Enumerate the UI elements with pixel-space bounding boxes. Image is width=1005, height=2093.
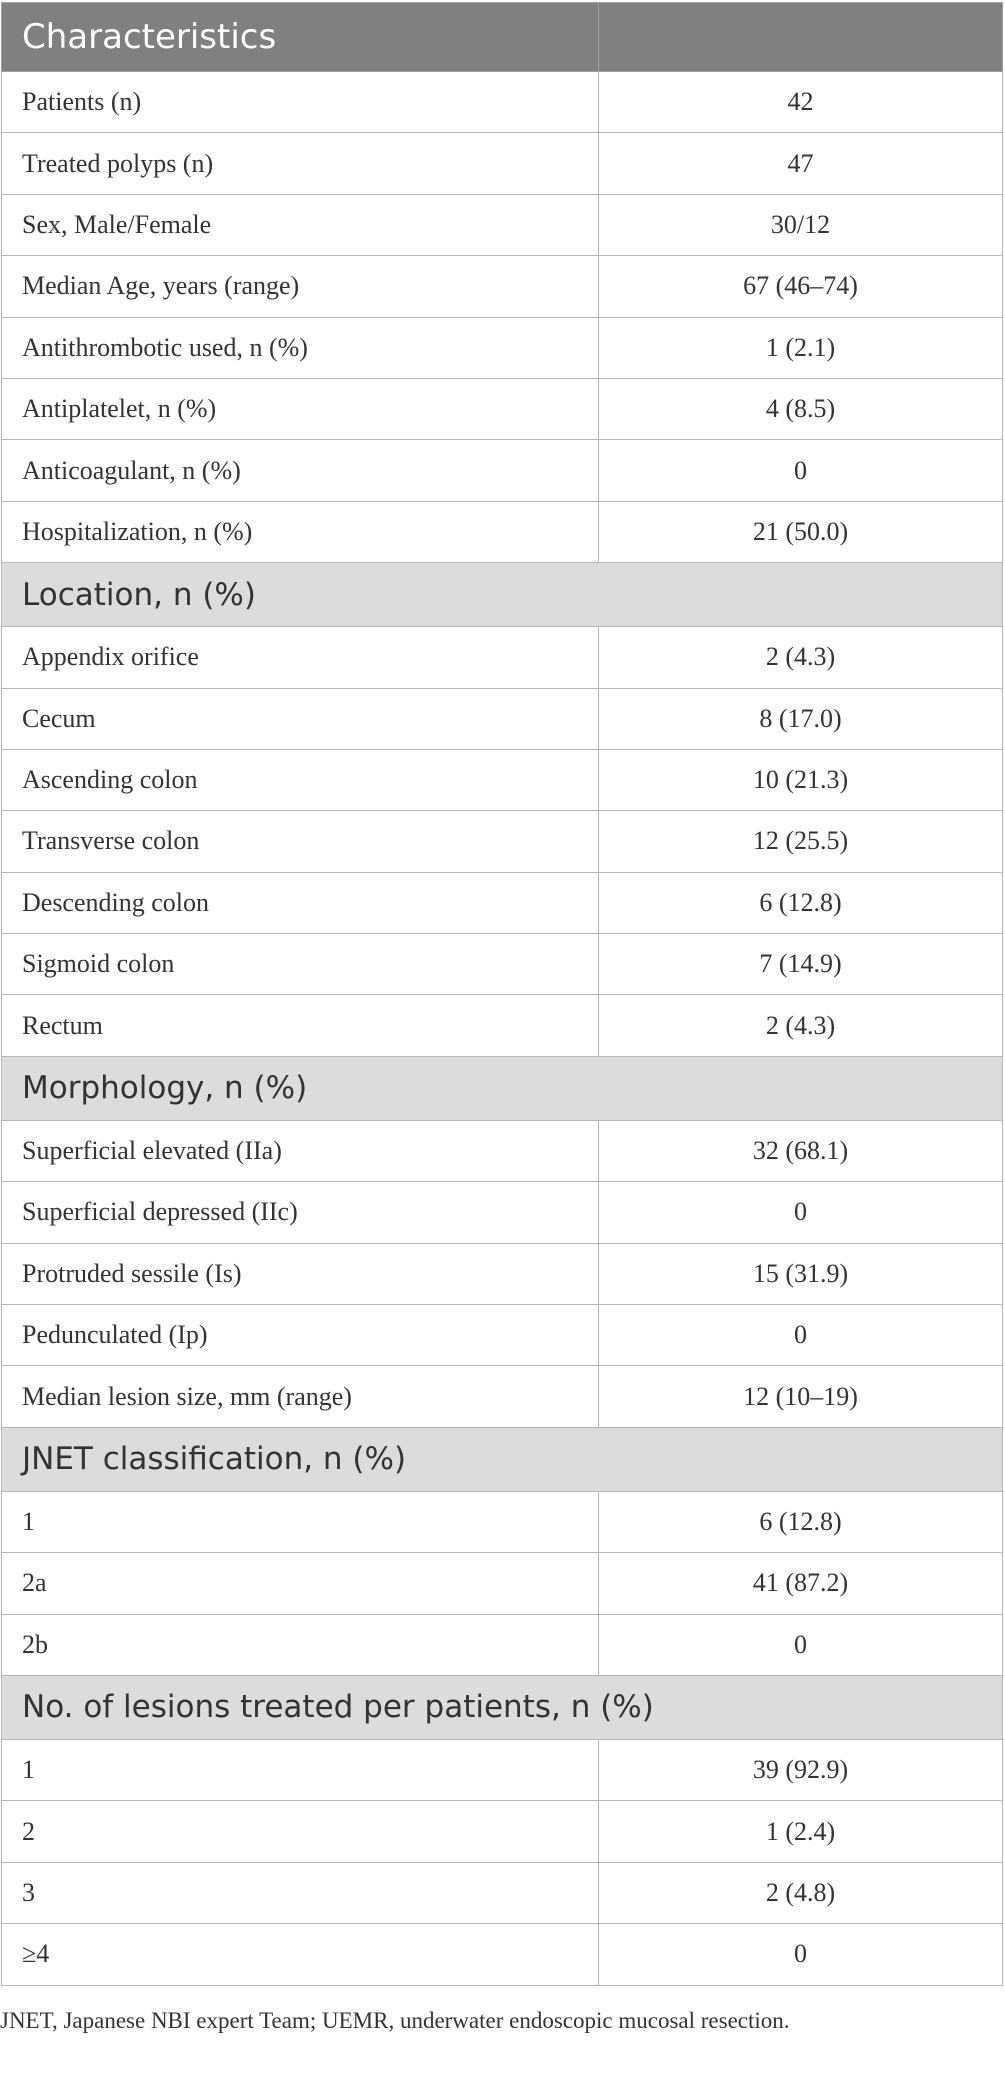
row-label: Hospitalization, n (%) bbox=[2, 501, 599, 562]
table-row bbox=[2, 1862, 1003, 1923]
table-row bbox=[2, 72, 1003, 133]
row-label: Sex, Male/Female bbox=[2, 194, 599, 255]
table-row bbox=[2, 440, 1003, 501]
row-label: 1 bbox=[2, 1739, 599, 1800]
row-value: 67 (46–74) bbox=[599, 256, 1003, 317]
row-label: 2 bbox=[2, 1801, 599, 1862]
row-label: Antiplatelet, n (%) bbox=[2, 378, 599, 439]
table-row bbox=[2, 1614, 1003, 1675]
row-value: 0 bbox=[599, 1614, 1003, 1675]
row-value: 21 (50.0) bbox=[599, 501, 1003, 562]
row-label: Median lesion size, mm (range) bbox=[2, 1366, 599, 1427]
row-label: Cecum bbox=[2, 688, 599, 749]
row-value: 2 (4.3) bbox=[599, 627, 1003, 688]
row-value: 4 (8.5) bbox=[599, 378, 1003, 439]
table-row bbox=[2, 1120, 1003, 1181]
table-row bbox=[2, 1801, 1003, 1862]
row-value: 12 (25.5) bbox=[599, 811, 1003, 872]
row-value: 0 bbox=[599, 440, 1003, 501]
row-value: 42 bbox=[599, 72, 1003, 133]
row-value: 1 (2.4) bbox=[599, 1801, 1003, 1862]
row-label: Patients (n) bbox=[2, 72, 599, 133]
row-value: 1 (2.1) bbox=[599, 317, 1003, 378]
table-row bbox=[2, 1305, 1003, 1366]
row-value: 6 (12.8) bbox=[599, 872, 1003, 933]
table-row bbox=[2, 934, 1003, 995]
row-value: 8 (17.0) bbox=[599, 688, 1003, 749]
row-value: 15 (31.9) bbox=[599, 1243, 1003, 1304]
table-row bbox=[2, 749, 1003, 810]
row-value: 0 bbox=[599, 1924, 1003, 1985]
row-label: Appendix orifice bbox=[2, 627, 599, 688]
row-label: Transverse colon bbox=[2, 811, 599, 872]
table-row bbox=[2, 872, 1003, 933]
table-row bbox=[2, 1491, 1003, 1552]
row-label: ≥4 bbox=[2, 1924, 599, 1985]
row-label: Protruded sessile (Is) bbox=[2, 1243, 599, 1304]
section-header-morphology bbox=[2, 1056, 1003, 1120]
section-title: Location, n (%) bbox=[2, 563, 1003, 627]
row-label: Treated polyps (n) bbox=[2, 133, 599, 194]
table-header-row bbox=[2, 3, 1003, 72]
row-label: 2a bbox=[2, 1553, 599, 1614]
row-value: 10 (21.3) bbox=[599, 749, 1003, 810]
section-title: JNET classification, n (%) bbox=[2, 1427, 1003, 1491]
row-label: Descending colon bbox=[2, 872, 599, 933]
table-row bbox=[2, 1924, 1003, 1985]
table-footnote: JNET, Japanese NBI expert Team; UEMR, underwater endoscopic mucosal resection. bbox=[0, 2008, 790, 2033]
section-title: No. of lesions treated per patients, n (%) bbox=[2, 1675, 1003, 1739]
row-value: 7 (14.9) bbox=[599, 934, 1003, 995]
header-value bbox=[599, 3, 1003, 72]
table-row bbox=[2, 256, 1003, 317]
table-row bbox=[2, 688, 1003, 749]
table-row bbox=[2, 1739, 1003, 1800]
section-title: Morphology, n (%) bbox=[2, 1056, 1003, 1120]
row-value: 12 (10–19) bbox=[599, 1366, 1003, 1427]
table-row bbox=[2, 1182, 1003, 1243]
table-row bbox=[2, 133, 1003, 194]
characteristics-table bbox=[1, 2, 1003, 1986]
section-header-location bbox=[2, 563, 1003, 627]
table-row bbox=[2, 995, 1003, 1056]
row-label: 2b bbox=[2, 1614, 599, 1675]
row-label: Sigmoid colon bbox=[2, 934, 599, 995]
header-label: Characteristics bbox=[2, 3, 599, 72]
row-value: 47 bbox=[599, 133, 1003, 194]
row-value: 41 (87.2) bbox=[599, 1553, 1003, 1614]
row-value: 6 (12.8) bbox=[599, 1491, 1003, 1552]
row-value: 32 (68.1) bbox=[599, 1120, 1003, 1181]
row-label: Superficial elevated (IIa) bbox=[2, 1120, 599, 1181]
row-label: Antithrombotic used, n (%) bbox=[2, 317, 599, 378]
row-value: 30/12 bbox=[599, 194, 1003, 255]
table-row bbox=[2, 194, 1003, 255]
table-row bbox=[2, 811, 1003, 872]
row-label: Ascending colon bbox=[2, 749, 599, 810]
row-label: Pedunculated (Ip) bbox=[2, 1305, 599, 1366]
section-header-jnet bbox=[2, 1427, 1003, 1491]
row-value: 2 (4.3) bbox=[599, 995, 1003, 1056]
table-row bbox=[2, 627, 1003, 688]
row-label: Median Age, years (range) bbox=[2, 256, 599, 317]
table-row bbox=[2, 1366, 1003, 1427]
row-label: 1 bbox=[2, 1491, 599, 1552]
row-label: Superficial depressed (IIc) bbox=[2, 1182, 599, 1243]
row-label: 3 bbox=[2, 1862, 599, 1923]
table-row bbox=[2, 317, 1003, 378]
table-row bbox=[2, 378, 1003, 439]
row-value: 0 bbox=[599, 1182, 1003, 1243]
row-label: Anticoagulant, n (%) bbox=[2, 440, 599, 501]
table-row bbox=[2, 1553, 1003, 1614]
row-value: 0 bbox=[599, 1305, 1003, 1366]
row-value: 39 (92.9) bbox=[599, 1739, 1003, 1800]
row-value: 2 (4.8) bbox=[599, 1862, 1003, 1923]
section-header-lesions bbox=[2, 1675, 1003, 1739]
table-row bbox=[2, 501, 1003, 562]
row-label: Rectum bbox=[2, 995, 599, 1056]
table-row bbox=[2, 1243, 1003, 1304]
